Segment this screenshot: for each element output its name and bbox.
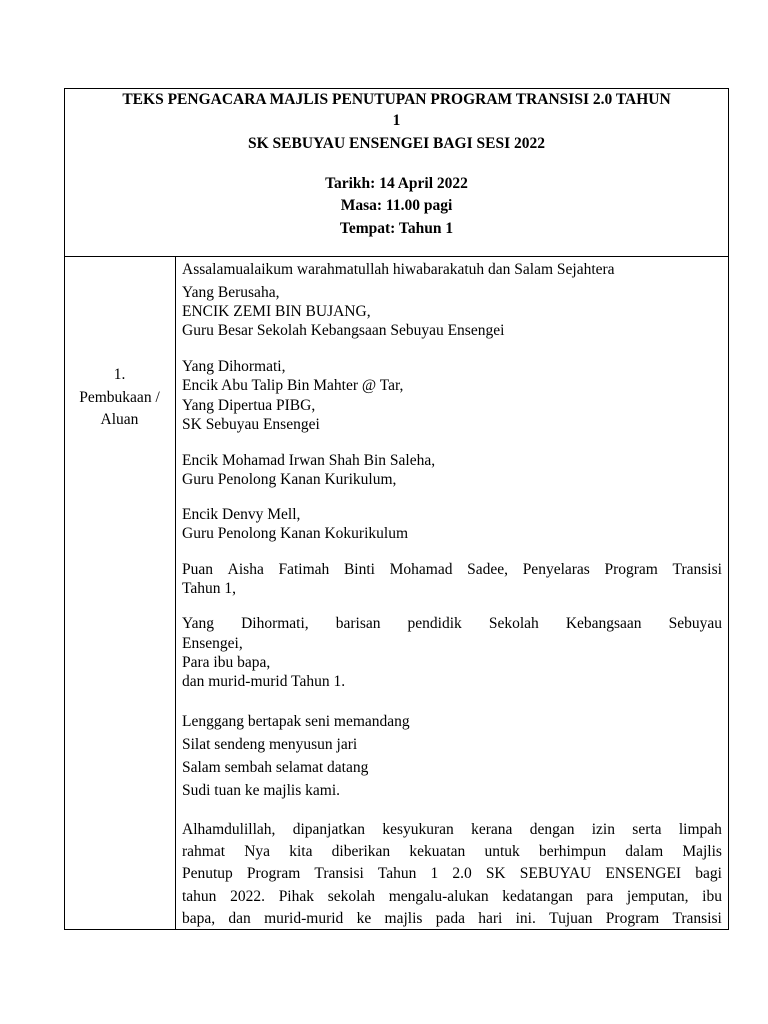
educators-line-1: Yang Dihormati, barisan pendidik Sekolah Kebangsaan Sebuyau [182,615,722,632]
addressee-line: Encik Denvy Mell, [182,506,301,523]
addressee-line: Yang Dihormati, [182,358,286,375]
greeting: Assalamualaikum warahmatullah hiwabarakatuh dan Salam Sejahtera [182,261,615,278]
title-line-1: TEKS PENGACARA MAJLIS PENUTUPAN PROGRAM TRANSISI 2.0 TAHUN [122,91,671,108]
addressee-line: Guru Besar Sekolah Kebangsaan Sebuyau Ensengei [182,322,505,339]
addressee-line: SK Sebuyau Ensengei [182,416,320,433]
pantun-line: Sudi tuan ke majlis kami. [182,782,340,799]
coordinator-line-1: Puan Aisha Fatimah Binti Mohamad Sadee, Penyelaras Program Transisi [182,561,722,578]
closing-line: bapa, dan murid-murid ke majlis pada hari ini. Tujuan Program Transisi [182,910,722,927]
addressee-line: Encik Abu Talip Bin Mahter @ Tar, [182,377,404,394]
closing-line: Alhamdulillah, dipanjatkan kesyukuran kerana dengan izin serta limpah [182,821,722,838]
closing-line: rahmat Nya kita diberikan kekuatan untuk berhimpun dalam Majlis [182,843,722,860]
pantun-line: Lenggang bertapak seni memandang [182,713,410,730]
coordinator-line-2: Tahun 1, [182,580,237,597]
educators-line: Para ibu bapa, [182,654,271,671]
column-divider [175,256,176,930]
addressee-line: Yang Dipertua PIBG, [182,397,316,414]
pantun-line: Salam sembah selamat datang [182,759,369,776]
addressee-line: Yang Berusaha, [182,284,280,301]
closing-line: tahun 2022. Pihak sekolah mengalu-alukan kedatangan para jemputan, ibu [182,888,722,905]
educators-line: dan murid-murid Tahun 1. [182,673,346,690]
addressee-line: ENCIK ZEMI BIN BUJANG, [182,303,371,320]
educators-line: Ensengei, [182,635,243,652]
date-line: Tarikh: 14 April 2022 [325,175,468,192]
section-name-line-1: Pembukaan / [79,389,160,406]
time-line: Masa: 11.00 pagi [340,197,453,214]
closing-line: Penutup Program Transisi Tahun 1 2.0 SK SEBUYAU ENSENGEI bagi [182,865,722,882]
section-number: 1. [113,366,126,383]
title-line-2: 1 [392,112,401,129]
title-line-3: SK SEBUYAU ENSENGEI BAGI SESI 2022 [247,135,546,152]
header-cell [64,88,729,257]
addressee-line: Guru Penolong Kanan Kurikulum, [182,471,397,488]
addressee-line: Guru Penolong Kanan Kokurikulum [182,525,409,542]
addressee-line: Encik Mohamad Irwan Shah Bin Saleha, [182,452,436,469]
section-name-line-2: Aluan [100,411,139,428]
pantun-line: Silat sendeng menyusun jari [182,736,358,753]
venue-line: Tempat: Tahun 1 [339,220,454,237]
